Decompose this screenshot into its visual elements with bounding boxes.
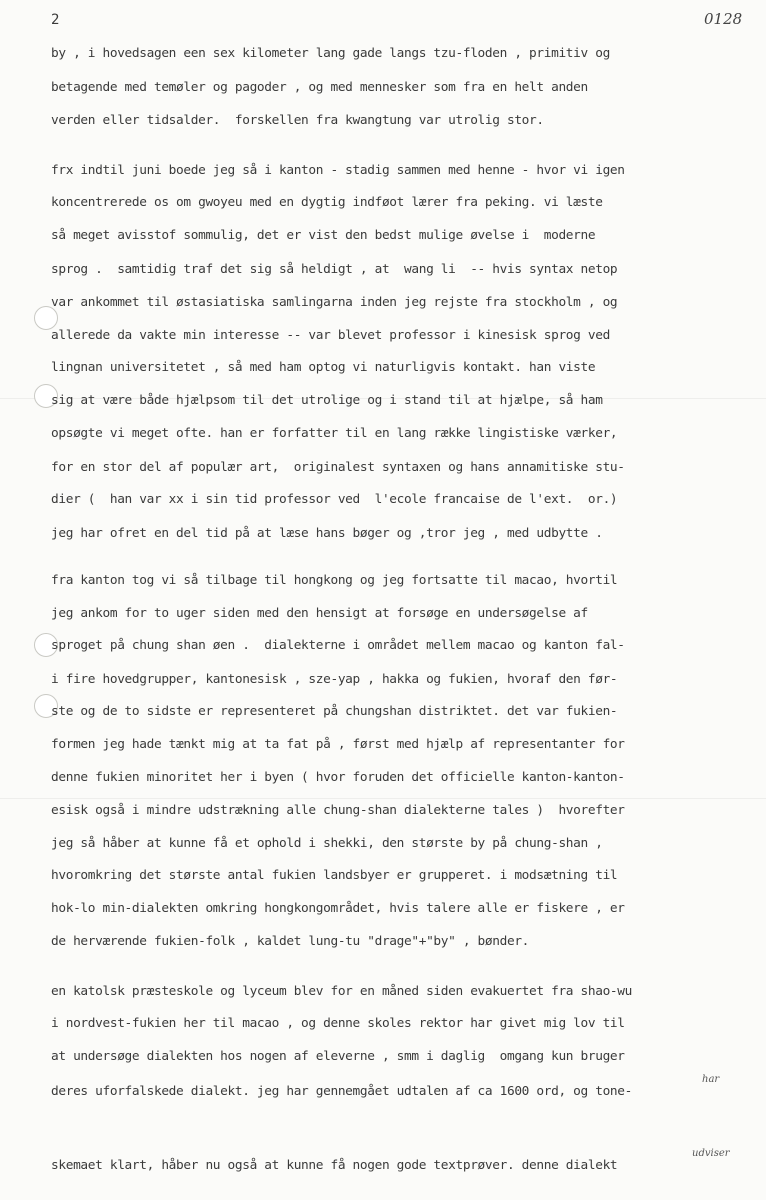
handwritten-annotation: udviser <box>692 1148 730 1159</box>
text-line: i nordvest-fukien her til macao , og denne skoles rektor har givet mig lov til <box>51 1016 625 1031</box>
text-line: denne fukien minoritet her i byen ( hvor foruden det officielle kanton-kanton- <box>51 770 625 785</box>
text-line: betagende med temøler og pagoder , og med mennesker som fra en helt anden <box>51 80 588 95</box>
text-line: de herværende fukien-folk , kaldet lung-tu "drage"+"by" , bønder. <box>51 934 530 949</box>
text-line: deres uforfalskede dialekt. jeg har gennemgået udtalen af ca 1600 ord, og tone- <box>51 1084 632 1099</box>
archive-number: 0128 <box>704 10 743 28</box>
text-line: jeg ankom for to uger siden med den hensigt at forsøge en undersøgelse af <box>51 606 588 621</box>
text-line: opsøgte vi meget ofte. han er forfatter til en lang række lingistiske værker, <box>51 426 618 441</box>
text-line: en katolsk præsteskole og lyceum blev for en måned siden evakuertet fra shao-wu <box>51 984 632 999</box>
text-line: fra kanton tog vi så tilbage til hongkong og jeg fortsatte til macao, hvortil <box>51 573 618 588</box>
handwritten-annotation: har <box>702 1074 720 1085</box>
text-line: hvoromkring det største antal fukien landsbyer er grupperet. i modsætning til <box>51 868 618 883</box>
text-line: var ankommet til østasiatiska samlingarna inden jeg rejste fra stockholm , og <box>51 295 618 310</box>
text-line: dier ( han var xx i sin tid professor ved l'ecole francaise de l'ext. or.) <box>51 492 618 507</box>
text-line: jeg så håber at kunne få et ophold i shekki, den største by på chung-shan , <box>51 836 603 851</box>
text-line: at undersøge dialekten hos nogen af eleverne , smm i daglig omgang kun bruger <box>51 1049 625 1064</box>
text-line: esisk også i mindre udstrækning alle chung-shan dialekterne tales ) hvorefter <box>51 803 625 818</box>
text-line: sig at være både hjælpsom til det utrolige og i stand til at hjælpe, så ham <box>51 393 603 408</box>
page-number: 2 <box>51 12 60 28</box>
text-line: skemaet klart, håber nu også at kunne få nogen gode textprøver. denne dialekt <box>51 1158 618 1173</box>
text-line: ste og de to sidste er representeret på chungshan distriktet. det var fukien- <box>51 704 618 719</box>
text-line: formen jeg hade tænkt mig at ta fat på , først med hjælp af representanter for <box>51 737 625 752</box>
fold-line <box>0 798 766 799</box>
text-line: koncentrerede os om gwoyeu med en dygtig indføot lærer fra peking. vi læste <box>51 195 603 210</box>
text-line: lingnan universitetet , så med ham optog vi naturligvis kontakt. han viste <box>51 360 596 375</box>
text-line: by , i hovedsagen een sex kilometer lang gade langs tzu-floden , primitiv og <box>51 46 610 61</box>
text-line: sproget på chung shan øen . dialekterne i området mellem macao og kanton fal- <box>51 638 625 653</box>
text-line: for en stor del af populær art, originalest syntaxen og hans annamitiske stu- <box>51 460 625 475</box>
text-line: frx indtil juni boede jeg så i kanton - stadig sammen med henne - hvor vi igen <box>51 163 625 178</box>
text-line: hok-lo min-dialekten omkring hongkongområdet, hvis talere alle er fiskere , er <box>51 901 625 916</box>
text-line: verden eller tidsalder. forskellen fra kwangtung var utrolig stor. <box>51 113 544 128</box>
text-line: sprog . samtidig traf det sig så heldigt , at wang li -- hvis syntax netop <box>51 262 618 277</box>
text-line: jeg har ofret en del tid på at læse hans bøger og ,tror jeg , med udbytte . <box>51 526 603 541</box>
text-line: så meget avisstof sommulig, det er vist den bedst mulige øvelse i moderne <box>51 228 596 243</box>
text-line: i fire hovedgrupper, kantonesisk , sze-yap , hakka og fukien, hvoraf den før- <box>51 672 618 687</box>
text-line: allerede da vakte min interesse -- var blevet professor i kinesisk sprog ved <box>51 328 610 343</box>
